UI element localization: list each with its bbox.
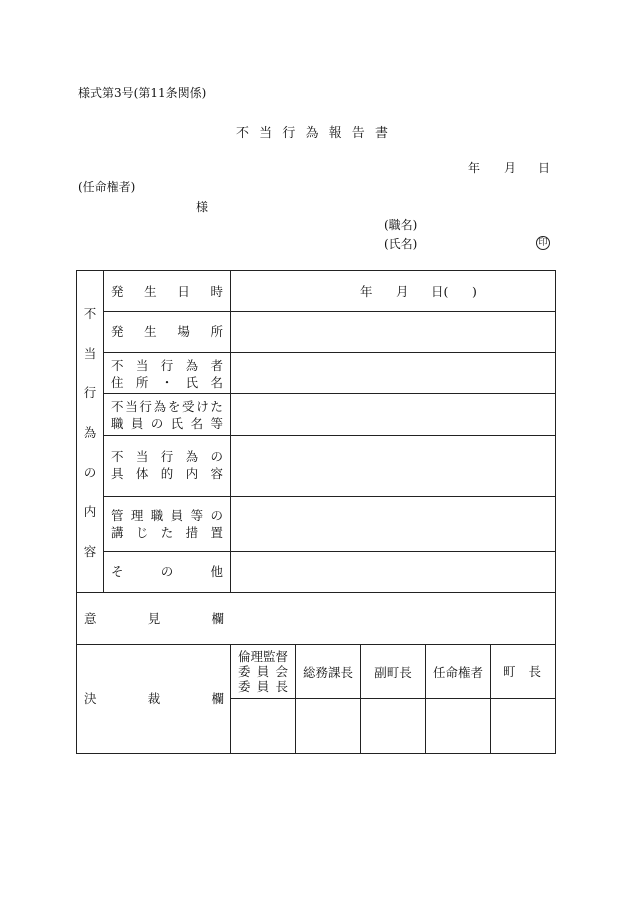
label-measures-line2: [111, 524, 223, 541]
label-char: そ: [111, 564, 124, 579]
label-char: 具: [111, 466, 124, 481]
label-perpetrator-line2: [111, 374, 223, 391]
label-char: 体: [135, 466, 149, 481]
label-char: 当: [135, 358, 149, 373]
label-char: 時: [210, 284, 223, 299]
label-other: [111, 563, 223, 580]
label-char: じ: [135, 525, 149, 540]
opinion-label: [84, 610, 224, 627]
approver-appointer: 任命権者: [432, 665, 483, 680]
label-char: た: [210, 399, 223, 414]
label-char: 所: [135, 375, 149, 390]
seal-icon: 印: [536, 236, 550, 250]
approver-mayor: [503, 663, 541, 680]
label-char: 不: [111, 449, 124, 464]
label-char: 生: [144, 284, 157, 299]
approver-char: 委: [238, 679, 251, 694]
content-section-label: [80, 304, 100, 560]
table-line: [103, 352, 555, 353]
label-char: 場: [177, 324, 190, 339]
opinion-char: 欄: [211, 611, 224, 626]
label-detail-line2: [111, 465, 223, 482]
table-line: [76, 592, 556, 593]
table-line: [103, 551, 555, 552]
table-line: [360, 644, 361, 754]
label-perpetrator-line1: [111, 357, 223, 374]
position-label: (職名): [384, 218, 418, 232]
label-char: 不: [111, 358, 124, 373]
label-char: 所: [210, 324, 223, 339]
label-char: 等: [190, 508, 204, 523]
occurrence-date-day: [431, 283, 448, 300]
label-char: の: [150, 416, 164, 431]
label-char: 当: [135, 449, 149, 464]
label-char: 的: [160, 466, 174, 481]
date-year-text: 年: [360, 284, 373, 299]
label-char: 住: [111, 375, 124, 390]
table-line: [103, 435, 555, 436]
label-char: を: [167, 399, 181, 414]
label-char: 名: [210, 375, 223, 390]
section-char: 内: [83, 504, 97, 520]
approver-char: 長: [275, 679, 288, 694]
label-char: た: [160, 525, 174, 540]
approver-char: 町: [503, 664, 516, 679]
label-char: 内: [185, 466, 199, 481]
section-char: 容: [83, 543, 97, 559]
sama-label: 様: [196, 200, 209, 214]
table-line: [103, 311, 555, 312]
appointer-label: (任命権者): [78, 180, 136, 194]
title-char: 告: [351, 126, 365, 141]
label-char: 他: [210, 564, 223, 579]
label-char: 生: [144, 324, 157, 339]
approver-ethics-line1: 倫理監督: [238, 649, 289, 664]
table-line: [76, 270, 77, 754]
date-close-text: ): [472, 284, 477, 299]
occurrence-date-value: [360, 283, 373, 300]
occurrence-date-close: [472, 283, 477, 300]
label-victim-line2: [111, 415, 223, 432]
label-char: 発: [111, 324, 124, 339]
date-day-label: 日: [538, 161, 551, 175]
section-char: 不: [83, 306, 97, 321]
section-char: 為: [83, 424, 97, 440]
label-victim-line1: [111, 398, 223, 415]
label-char: 等: [210, 416, 223, 431]
approver-char: 員: [256, 664, 270, 679]
section-char: 当: [83, 345, 97, 361]
decision-label: [84, 690, 224, 707]
label-char: 氏: [170, 416, 184, 431]
approver-deputy-mayor: 副町長: [374, 665, 412, 680]
label-char: 不: [111, 399, 124, 414]
label-char: 発: [111, 284, 124, 299]
approver-char: 会: [275, 664, 288, 679]
decision-char: 裁: [147, 691, 161, 706]
label-detail-line1: [111, 448, 223, 465]
table-line: [76, 270, 556, 271]
label-char: 者: [210, 358, 223, 373]
approver-char: 委: [238, 664, 251, 679]
table-line: [103, 496, 555, 497]
date-day-text: 日(: [431, 284, 449, 299]
table-line: [103, 393, 555, 394]
label-char: 容: [210, 466, 223, 481]
opinion-char: 見: [147, 611, 161, 626]
label-char: 当: [125, 399, 138, 414]
title-char: 報: [328, 126, 342, 141]
table-line: [230, 644, 231, 754]
table-line: [425, 644, 426, 754]
label-char: 為: [153, 399, 167, 414]
label-char: 管: [111, 508, 124, 523]
section-char: 行: [83, 385, 97, 401]
approver-char: 長: [528, 664, 541, 679]
table-line: [230, 270, 231, 592]
approver-ethics-line3: [238, 678, 288, 695]
label-char: 受: [182, 399, 195, 414]
label-char: 職: [150, 508, 164, 523]
label-occurrence-place: [111, 323, 223, 340]
title-char: 不: [236, 126, 250, 141]
table-line: [103, 270, 104, 592]
table-line: [230, 698, 556, 699]
date-month-label: 月: [504, 161, 517, 175]
title-char: 為: [305, 126, 319, 141]
label-char: 氏: [185, 375, 199, 390]
title-char: 行: [282, 126, 296, 141]
title-char: 書: [374, 126, 388, 141]
label-char: 名: [190, 416, 204, 431]
label-char: 日: [177, 284, 190, 299]
label-char: 員: [130, 416, 144, 431]
table-line: [490, 644, 491, 754]
label-char: 行: [160, 449, 174, 464]
label-char: 措: [185, 525, 199, 540]
label-char: け: [196, 399, 209, 414]
label-char: 行: [139, 399, 152, 414]
table-line: [76, 644, 556, 645]
decision-char: 欄: [211, 691, 224, 706]
decision-char: 決: [84, 691, 97, 706]
label-char: 講: [111, 525, 124, 540]
name-label: (氏名): [384, 237, 418, 251]
approver-general-affairs: 総務課長: [302, 665, 353, 680]
date-month-text: 月: [396, 284, 409, 299]
label-char: 為: [185, 358, 199, 373]
label-occurrence-datetime: [111, 283, 223, 300]
title-char: 当: [259, 126, 273, 141]
occurrence-date-month: [396, 283, 409, 300]
label-measures-line1: [111, 507, 223, 524]
opinion-char: 意: [84, 611, 97, 626]
label-char: 職: [111, 416, 124, 431]
label-char: の: [210, 449, 223, 464]
form-number: 様式第3号(第11条関係): [78, 86, 207, 100]
document-title: [236, 122, 388, 141]
label-char: 員: [170, 508, 184, 523]
label-char: の: [160, 564, 174, 579]
label-char: 置: [210, 525, 223, 540]
date-year-label: 年: [468, 161, 481, 175]
approver-char: 員: [256, 679, 270, 694]
label-char: 理: [130, 508, 144, 523]
table-line: [555, 270, 556, 754]
section-char: の: [83, 464, 97, 480]
label-char: 行: [160, 358, 174, 373]
label-char: の: [210, 508, 223, 523]
label-char: 為: [185, 449, 199, 464]
label-char: ・: [160, 375, 174, 390]
table-line: [295, 644, 296, 754]
table-line: [76, 753, 556, 754]
